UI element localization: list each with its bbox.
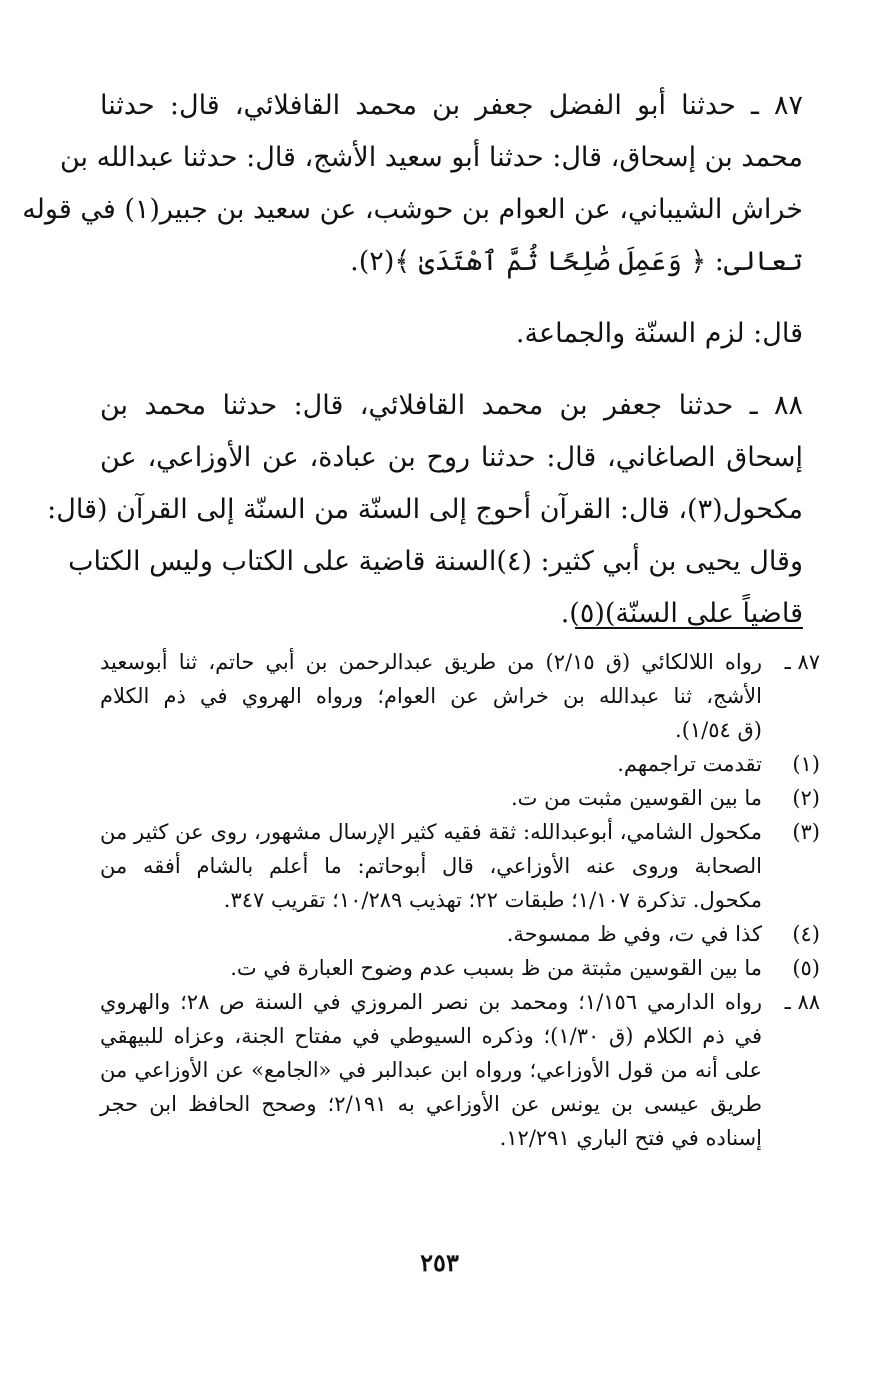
footnote-4 bbox=[100, 917, 820, 951]
footnote-5 bbox=[100, 951, 820, 985]
text-line: قاضياً على السنّة)(٥). bbox=[560, 598, 803, 629]
text-line: خراش الشيباني، عن العوام بن حوشب، عن سعيد بن جبير(١) في قوله bbox=[22, 194, 803, 225]
footnote-88 bbox=[100, 985, 820, 1155]
text-line: ٨٧ ـ حدثنا أبو الفضل جعفر بن محمد القافلائي، قال: حدثنا bbox=[100, 90, 803, 121]
footnote-line: الأشج، ثنا عبدالله بن خراش عن العوام؛ ورواه الهروي في ذم الكلام bbox=[100, 684, 762, 708]
footnote-line: تقدمت تراجمهم. bbox=[617, 752, 762, 776]
footnote-line: كذا في ت، وفي ظ ممسوحة. bbox=[506, 922, 762, 946]
paragraph-87 bbox=[22, 80, 803, 288]
text-line: إسحاق الصاغاني، قال: حدثنا روح بن عبادة، عن الأوزاعي، عن bbox=[100, 442, 803, 473]
footnote-mark: (٥) bbox=[792, 956, 820, 980]
paragraph-87-comment bbox=[100, 308, 803, 360]
footnote-line: رواه الدارمي ١/١٥٦؛ ومحمد بن نصر المروزي في السنة ص ٢٨؛ والهروي bbox=[100, 990, 763, 1014]
footnote-line: مكحول الشامي، أبوعبدالله: ثقة فقيه كثير الإرسال مشهور، روى عن كثير من bbox=[100, 820, 762, 844]
footnote-mark: (١) bbox=[792, 752, 820, 776]
footnote-line: طريق عيسى بن يونس عن الأوزاعي به ٢/١٩١؛ وصحح الحافظ ابن حجر bbox=[100, 1092, 762, 1116]
text-line: ٨٨ ـ حدثنا جعفر بن محمد القافلائي، قال: حدثنا محمد بن bbox=[100, 390, 803, 421]
footnote-line: على أنه من قول الأوزاعي؛ ورواه ابن عبدالبر في «الجامع» عن الأوزاعي من bbox=[100, 1058, 762, 1082]
paragraph-88 bbox=[47, 380, 803, 640]
footnote-mark: ٨٨ ـ bbox=[784, 990, 820, 1014]
footnote-line: (ق ١/٥٤). bbox=[675, 718, 762, 742]
footnote-line: الصحابة وروى عنه الأوزاعي، قال أبوحاتم: ما أعلم بالشام أفقه من bbox=[100, 854, 762, 878]
text-line: قال: لزم السنّة والجماعة. bbox=[515, 318, 803, 349]
text-line: وقال يحيى بن أبي كثير: (٤)السنة قاضية على الكتاب وليس الكتاب bbox=[68, 546, 803, 577]
footnote-3 bbox=[100, 815, 820, 917]
footnotes bbox=[100, 645, 820, 1155]
footnote-line: ما بين القوسين مثبت من ت. bbox=[510, 786, 762, 810]
text-line: مكحول(٣)، قال: القرآن أحوج إلى السنّة من السنّة إلى القرآن (قال: bbox=[47, 494, 803, 525]
footnote-mark: ٨٧ ـ bbox=[784, 650, 820, 674]
footnote-mark: (٤) bbox=[792, 922, 820, 946]
footnote-1 bbox=[100, 747, 820, 781]
footnote-2 bbox=[100, 781, 820, 815]
footnote-mark: (٣) bbox=[792, 820, 820, 844]
main-text bbox=[22, 80, 803, 640]
footnote-line: ما بين القوسين مثبتة من ظ بسبب عدم وضوح العبارة في ت. bbox=[230, 956, 762, 980]
text-line: محمد بن إسحاق، قال: حدثنا أبو سعيد الأشج، قال: حدثنا عبدالله بن bbox=[59, 142, 803, 173]
page-number: ٢٥٣ bbox=[420, 1248, 459, 1277]
text-line: تعالى: ﴿ وَعَمِلَ صَٰلِحًا ثُمَّ ٱهْتَدَىٰ ﴾(٢). bbox=[350, 246, 803, 277]
footnote-separator bbox=[575, 627, 803, 629]
footnote-line: في ذم الكلام (ق ١/٣٠)؛ وذكره السيوطي في مفتاح الجنة، وعزاه للبيهقي bbox=[100, 1024, 762, 1048]
footnote-line: مكحول. تذكرة ١/١٠٧؛ طبقات ٢٢؛ تهذيب ١٠/٢٨٩؛ تقريب ٣٤٧. bbox=[223, 888, 762, 912]
footnote-line: رواه اللالكائي (ق ٢/١٥) من طريق عبدالرحمن بن أبي حاتم، ثنا أبوسعيد bbox=[100, 650, 763, 674]
footnote-mark: (٢) bbox=[792, 786, 820, 810]
footnote-line: إسناده في فتح الباري ١٢/٢٩١. bbox=[499, 1126, 762, 1150]
footnote-87 bbox=[100, 645, 820, 747]
